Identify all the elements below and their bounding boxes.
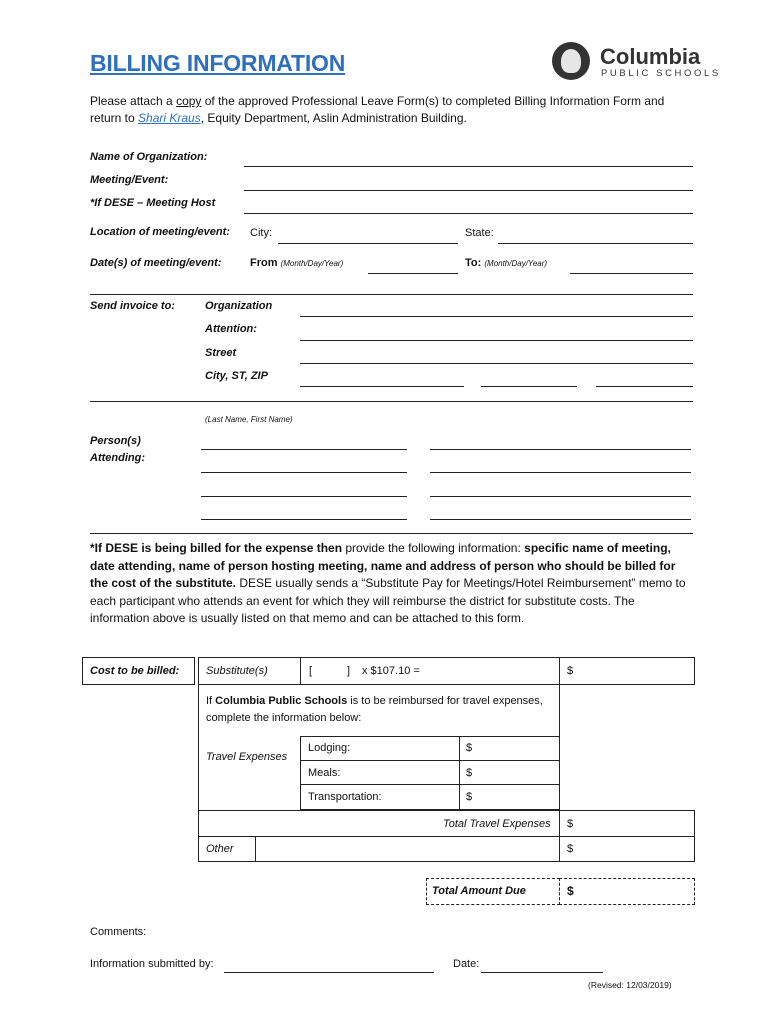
meeting-label: Meeting/Event: (90, 174, 169, 186)
section-divider (90, 294, 693, 295)
reimb-note: If Columbia Public Schools is to be reimbursed for travel expenses, complete the information below: (206, 695, 543, 724)
other-label: Other (206, 843, 234, 855)
total-travel-amount[interactable] (559, 810, 695, 837)
transportation-label: Transportation: (308, 791, 382, 803)
logo-subtitle: PUBLIC SCHOOLS (601, 68, 721, 79)
submitted-by-field[interactable] (224, 972, 434, 973)
cost-label: Cost to be billed: (90, 665, 180, 677)
substitute-count-cell[interactable] (300, 657, 560, 685)
invoice-street-field[interactable] (300, 363, 693, 364)
comments-label: Comments: (90, 926, 147, 938)
person-field-2[interactable] (430, 449, 691, 450)
total-due-dollar: $ (567, 884, 574, 898)
state-field[interactable] (498, 243, 693, 244)
meals-dollar: $ (466, 767, 473, 779)
meeting-field[interactable] (244, 190, 693, 191)
section-divider (90, 401, 693, 402)
total-due-amount[interactable] (559, 878, 695, 905)
substitute-amount-cell[interactable] (559, 657, 695, 685)
person-field-1[interactable] (201, 449, 407, 450)
to-date-field[interactable] (570, 273, 693, 274)
travel-expenses-label: Travel Expenses (206, 751, 288, 763)
transportation-dollar: $ (466, 791, 473, 803)
meals-label: Meals: (308, 767, 341, 779)
person-field-6[interactable] (430, 496, 691, 497)
invoice-org-field[interactable] (300, 316, 693, 317)
dese-note: *If DESE is being billed for the expense then provide the following information: specific name of meeting, date attending, name of person hosting meeting, name and address of person who should be billed for the cost of the substitute. DESE usually sends a “Substitute Pay for Meetings/Hotel Reimbursement” memo to each participant who attends an event for which they will reimburse the district for substitute costs. The information above is usually listed on that memo and can be attached to this form. (90, 541, 686, 625)
invoice-zip-field[interactable] (596, 386, 693, 387)
invoice-state-field[interactable] (481, 386, 577, 387)
city-label: City: (250, 227, 272, 239)
substitute-rate: x $107.10 = (362, 665, 420, 677)
lodging-label: Lodging: (308, 742, 351, 754)
persons-label: Person(s) (90, 435, 141, 447)
invoice-attention-label: Attention: (205, 323, 257, 335)
attending-label: Attending: (90, 452, 145, 464)
state-label: State: (465, 227, 494, 239)
person-field-5[interactable] (201, 496, 407, 497)
lodging-amount[interactable] (459, 736, 560, 761)
section-divider (90, 533, 693, 534)
total-travel-label: Total Travel Expenses (443, 818, 551, 830)
bracket-open: [ (309, 665, 313, 677)
intro-paragraph: Please attach a copy of the approved Professional Leave Form(s) to completed Billing Information Form and return to Shari Kraus, Equity Department, Aslin Administration Building. (90, 94, 665, 125)
city-field[interactable] (278, 243, 458, 244)
date-field[interactable] (481, 972, 603, 973)
substitute-dollar: $ (567, 665, 574, 677)
dates-label: Date(s) of meeting/event: (90, 257, 222, 269)
total-due-label: Total Amount Due (432, 885, 526, 897)
meals-amount[interactable] (459, 760, 560, 785)
person-field-7[interactable] (201, 519, 407, 520)
person-field-8[interactable] (430, 519, 691, 520)
from-date-field[interactable] (368, 273, 458, 274)
org-name-field[interactable] (244, 166, 693, 167)
to-label: To: (Month/Day/Year) (465, 257, 548, 269)
person-field-3[interactable] (201, 472, 407, 473)
org-name-label: Name of Organization: (90, 151, 208, 163)
other-dollar: $ (567, 843, 574, 855)
other-divider (255, 836, 256, 861)
transportation-amount[interactable] (459, 784, 560, 810)
persons-hint: (Last Name, First Name) (205, 415, 293, 424)
reimb-left-border (198, 685, 199, 861)
contact-link[interactable]: Shari Kraus (138, 111, 201, 125)
other-amount[interactable] (559, 836, 695, 862)
bracket-close: ] (347, 665, 351, 677)
invoice-street-label: Street (205, 347, 237, 359)
send-invoice-label: Send invoice to: (90, 300, 175, 312)
from-label: From (Month/Day/Year) (250, 257, 344, 269)
submitted-by-label: Information submitted by: (90, 958, 214, 970)
invoice-city-field[interactable] (300, 386, 464, 387)
invoice-attention-field[interactable] (300, 340, 693, 341)
person-field-4[interactable] (430, 472, 691, 473)
total-travel-dollar: $ (567, 818, 574, 830)
substitutes-label: Substitute(s) (206, 665, 268, 677)
dese-host-field[interactable] (244, 213, 693, 214)
logo-name: Columbia (600, 44, 701, 69)
dese-host-label: *If DESE – Meeting Host (90, 197, 216, 209)
date-label: Date: (453, 958, 480, 970)
location-label: Location of meeting/event: (90, 226, 230, 238)
invoice-org-label: Organization (205, 300, 273, 312)
revised-note: (Revised: 12/03/2019) (588, 980, 672, 990)
lodging-dollar: $ (466, 742, 473, 754)
invoice-city-label: City, ST, ZIP (205, 370, 268, 382)
form-title: BILLING INFORMATION (90, 50, 346, 76)
